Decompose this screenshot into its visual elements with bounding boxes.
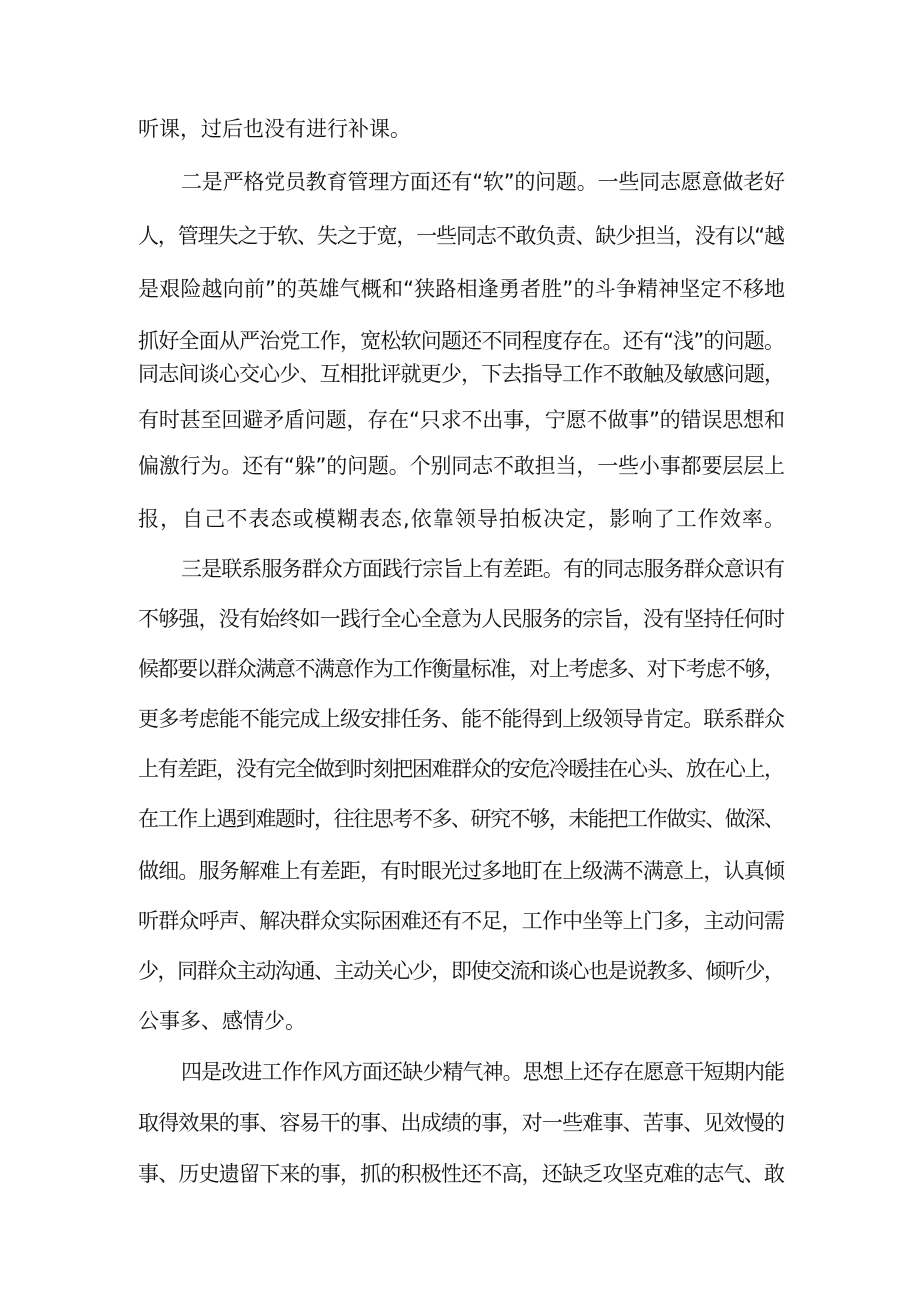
text-line — [0, 497, 920, 541]
line-text: 四是改进工作作风方面还缺少精气神。思想上还存在愿意干短期内能 — [181, 1060, 785, 1084]
text-line — [0, 597, 920, 641]
line-text: 候都要以群众满意不满意作为工作衡量标准，对上考虑多、对下考虑不够， — [138, 657, 784, 681]
line-text: 抓好全面从严治党工作，宽松软问题还不同程度存在。还有“浅”的问题。 — [138, 329, 785, 353]
text-line — [0, 214, 920, 258]
line-text: 有时甚至回避矛盾问题，存在“只求不出事，宁愿不做事”的错误思想和 — [138, 408, 785, 432]
text-line — [0, 899, 920, 943]
text-line — [0, 1152, 920, 1196]
line-text: 偏激行为。还有“躲”的问题。个别同志不敢担当，一些小事都要层层上 — [138, 454, 785, 478]
text-line — [0, 797, 920, 841]
text-line — [0, 949, 920, 993]
line-text: 二是严格党员教育管理方面还有“软”的问题。一些同志愿意做老好 — [181, 170, 785, 194]
line-text: 不够强，没有始终如一践行全心全意为人民服务的宗旨，没有坚持任何时 — [138, 607, 785, 631]
text-line — [0, 697, 920, 741]
line-text: 做细。服务解难上有差距，有时眼光过多地盯在上级满不满意上，认真倾 — [138, 859, 785, 883]
line-text: 公事多、感情少。 — [138, 1009, 306, 1033]
line-text: 取得效果的事、容易干的事、出成绩的事，对一些难事、苦事、见效慢的 — [138, 1111, 785, 1135]
text-line — [0, 1101, 920, 1145]
line-text: 报，自己不表态或模糊表态,依靠领导拍板决定，影响了工作效率。 — [138, 507, 787, 531]
text-line — [0, 352, 920, 396]
text-line — [0, 160, 920, 204]
line-text: 人，管理失之于软、失之于宽，一些同志不敢负责、缺少担当，没有以“越 — [138, 224, 784, 248]
line-text: 听课，过后也没有进行补课。 — [138, 117, 411, 141]
line-text: 事、历史遗留下来的事，抓的积极性还不高，还缺乏攻坚克难的志气、敢 — [138, 1162, 785, 1186]
line-text: 在工作上遇到难题时，往往思考不多、研究不够，未能把工作做实、做深、 — [138, 807, 784, 831]
text-line — [0, 1050, 920, 1094]
text-line — [0, 747, 920, 791]
text-line — [0, 547, 920, 591]
text-line — [0, 267, 920, 311]
line-text: 同志间谈心交心少、互相批评就更少，下去指导工作不敢触及敏感问题， — [138, 362, 785, 386]
text-line — [0, 107, 920, 151]
text-line — [0, 444, 920, 488]
text-line — [0, 647, 920, 691]
text-line — [0, 849, 920, 893]
line-text: 是艰险越向前”的英雄气概和“狭路相逢勇者胜”的斗争精神坚定不移地 — [138, 277, 786, 301]
line-text: 更多考虑能不能完成上级安排任务、能不能得到上级领导肯定。联系群众 — [138, 707, 785, 731]
line-text: 上有差距，没有完全做到时刻把困难群众的安危冷暖挂在心头、放在心上， — [138, 757, 784, 781]
text-line — [0, 398, 920, 442]
line-text: 少，同群众主动沟通、主动关心少，即使交流和谈心也是说教多、倾听少， — [138, 959, 784, 983]
text-line — [0, 999, 920, 1043]
line-text: 听群众呼声、解决群众实际困难还有不足，工作中坐等上门多，主动问需 — [138, 909, 785, 933]
line-text: 三是联系服务群众方面践行宗旨上有差距。有的同志服务群众意识有 — [181, 557, 785, 581]
